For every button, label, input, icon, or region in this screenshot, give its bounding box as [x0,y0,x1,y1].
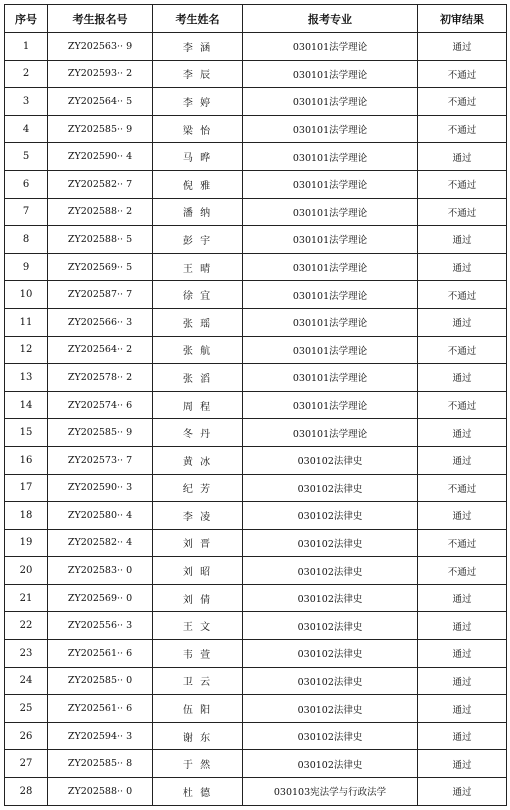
cell-candidate-name: 谢 东 [153,722,243,750]
cell-review-result: 不通过 [418,557,507,585]
cell-registration-number: ZY202556·· 3 [48,612,153,640]
cell-candidate-name: 黄 冰 [153,446,243,474]
table-row [5,474,507,502]
cell-index: 11 [5,308,48,336]
cell-index: 19 [5,529,48,557]
table-row [5,364,507,392]
cell-candidate-name: 张 瑶 [153,308,243,336]
cell-review-result: 通过 [418,226,507,254]
table-row [5,88,507,116]
cell-index: 2 [5,60,48,88]
cell-review-result: 通过 [418,308,507,336]
cell-major: 030102法律史 [243,612,418,640]
table-row [5,60,507,88]
header-candidate-name: 考生姓名 [153,5,243,33]
cell-index: 20 [5,557,48,585]
cell-index: 27 [5,750,48,778]
cell-candidate-name: 刘 晋 [153,529,243,557]
cell-review-result: 通过 [418,667,507,695]
cell-major: 030101法学理论 [243,253,418,281]
cell-index: 5 [5,143,48,171]
cell-candidate-name: 潘 纳 [153,198,243,226]
cell-candidate-name: 伍 阳 [153,695,243,723]
table-row [5,584,507,612]
cell-review-result: 不通过 [418,529,507,557]
cell-candidate-name: 徐 宜 [153,281,243,309]
cell-review-result: 通过 [418,253,507,281]
cell-candidate-name: 卫 云 [153,667,243,695]
cell-registration-number: ZY202594·· 3 [48,722,153,750]
cell-registration-number: ZY202580·· 4 [48,502,153,530]
cell-review-result: 通过 [418,143,507,171]
cell-index: 3 [5,88,48,116]
table-row [5,115,507,143]
cell-review-result: 不通过 [418,391,507,419]
cell-registration-number: ZY202590·· 3 [48,474,153,502]
table-row [5,391,507,419]
header-registration-number: 考生报名号 [48,5,153,33]
cell-major: 030101法学理论 [243,60,418,88]
cell-registration-number: ZY202561·· 6 [48,640,153,668]
cell-major: 030103宪法学与行政法学 [243,778,418,806]
cell-registration-number: ZY202564·· 2 [48,336,153,364]
cell-review-result: 不通过 [418,60,507,88]
cell-index: 10 [5,281,48,309]
table-row [5,170,507,198]
cell-index: 4 [5,115,48,143]
table-row [5,722,507,750]
cell-registration-number: ZY202564·· 5 [48,88,153,116]
cell-major: 030101法学理论 [243,281,418,309]
cell-registration-number: ZY202583·· 0 [48,557,153,585]
cell-index: 13 [5,364,48,392]
cell-registration-number: ZY202569·· 5 [48,253,153,281]
cell-index: 25 [5,695,48,723]
cell-major: 030102法律史 [243,695,418,723]
cell-candidate-name: 冬 丹 [153,419,243,447]
cell-index: 7 [5,198,48,226]
cell-index: 6 [5,170,48,198]
table-row [5,281,507,309]
cell-index: 21 [5,584,48,612]
cell-candidate-name: 李 涵 [153,33,243,61]
cell-candidate-name: 李 辰 [153,60,243,88]
cell-review-result: 不通过 [418,198,507,226]
cell-registration-number: ZY202588·· 0 [48,778,153,806]
cell-index: 18 [5,502,48,530]
table-row [5,253,507,281]
table-row [5,529,507,557]
table-row [5,557,507,585]
results-sheet [4,4,507,806]
table-row [5,336,507,364]
table-row [5,226,507,254]
cell-review-result: 通过 [418,584,507,612]
cell-candidate-name: 李 凌 [153,502,243,530]
cell-major: 030101法学理论 [243,88,418,116]
cell-index: 16 [5,446,48,474]
cell-registration-number: ZY202569·· 0 [48,584,153,612]
header-row [5,5,507,33]
cell-index: 24 [5,667,48,695]
table-body [5,33,507,806]
cell-major: 030101法学理论 [243,308,418,336]
cell-review-result: 不通过 [418,115,507,143]
cell-registration-number: ZY202590·· 4 [48,143,153,171]
cell-major: 030102法律史 [243,474,418,502]
cell-index: 9 [5,253,48,281]
cell-major: 030101法学理论 [243,198,418,226]
cell-index: 28 [5,778,48,806]
cell-major: 030102法律史 [243,446,418,474]
cell-review-result: 通过 [418,750,507,778]
cell-registration-number: ZY202561·· 6 [48,695,153,723]
cell-candidate-name: 周 程 [153,391,243,419]
cell-index: 12 [5,336,48,364]
table-row [5,778,507,806]
cell-review-result: 通过 [418,612,507,640]
cell-review-result: 通过 [418,446,507,474]
cell-review-result: 通过 [418,33,507,61]
cell-index: 15 [5,419,48,447]
cell-candidate-name: 韦 萱 [153,640,243,668]
table-row [5,308,507,336]
cell-registration-number: ZY202585·· 9 [48,419,153,447]
cell-registration-number: ZY202563·· 9 [48,33,153,61]
cell-candidate-name: 倪 雅 [153,170,243,198]
cell-review-result: 不通过 [418,170,507,198]
cell-candidate-name: 张 航 [153,336,243,364]
cell-major: 030101法学理论 [243,364,418,392]
cell-major: 030101法学理论 [243,115,418,143]
cell-review-result: 不通过 [418,281,507,309]
cell-major: 030102法律史 [243,640,418,668]
cell-registration-number: ZY202582·· 4 [48,529,153,557]
cell-registration-number: ZY202573·· 7 [48,446,153,474]
table-row [5,667,507,695]
cell-index: 17 [5,474,48,502]
cell-registration-number: ZY202588·· 2 [48,198,153,226]
cell-candidate-name: 马 晔 [153,143,243,171]
cell-review-result: 通过 [418,419,507,447]
cell-major: 030101法学理论 [243,226,418,254]
table-row [5,198,507,226]
cell-major: 030102法律史 [243,584,418,612]
cell-major: 030102法律史 [243,667,418,695]
cell-review-result: 通过 [418,778,507,806]
cell-index: 14 [5,391,48,419]
cell-candidate-name: 于 然 [153,750,243,778]
cell-candidate-name: 刘 倩 [153,584,243,612]
cell-major: 030101法学理论 [243,391,418,419]
cell-review-result: 不通过 [418,474,507,502]
cell-candidate-name: 王 晴 [153,253,243,281]
cell-major: 030101法学理论 [243,143,418,171]
table-row [5,750,507,778]
cell-candidate-name: 彭 宇 [153,226,243,254]
table-row [5,446,507,474]
cell-registration-number: ZY202587·· 7 [48,281,153,309]
cell-candidate-name: 刘 昭 [153,557,243,585]
cell-major: 030102法律史 [243,557,418,585]
table-row [5,419,507,447]
cell-candidate-name: 李 婷 [153,88,243,116]
header-index: 序号 [5,5,48,33]
cell-registration-number: ZY202588·· 5 [48,226,153,254]
table-row [5,612,507,640]
cell-major: 030102法律史 [243,750,418,778]
header-review-result: 初审结果 [418,5,507,33]
table-row [5,143,507,171]
cell-review-result: 不通过 [418,88,507,116]
cell-major: 030101法学理论 [243,170,418,198]
cell-index: 23 [5,640,48,668]
cell-index: 26 [5,722,48,750]
cell-registration-number: ZY202585·· 8 [48,750,153,778]
cell-candidate-name: 杜 德 [153,778,243,806]
cell-candidate-name: 纪 芳 [153,474,243,502]
cell-candidate-name: 张 滔 [153,364,243,392]
cell-index: 1 [5,33,48,61]
cell-review-result: 不通过 [418,336,507,364]
cell-registration-number: ZY202582·· 7 [48,170,153,198]
cell-registration-number: ZY202566·· 3 [48,308,153,336]
cell-major: 030102法律史 [243,722,418,750]
header-major: 报考专业 [243,5,418,33]
cell-index: 8 [5,226,48,254]
table-row [5,695,507,723]
table-row [5,502,507,530]
cell-registration-number: ZY202578·· 2 [48,364,153,392]
cell-major: 030101法学理论 [243,419,418,447]
cell-review-result: 通过 [418,722,507,750]
cell-major: 030102法律史 [243,502,418,530]
cell-review-result: 通过 [418,695,507,723]
cell-registration-number: ZY202585·· 9 [48,115,153,143]
cell-review-result: 通过 [418,640,507,668]
cell-candidate-name: 王 文 [153,612,243,640]
cell-registration-number: ZY202574·· 6 [48,391,153,419]
results-table [4,4,507,806]
cell-review-result: 通过 [418,364,507,392]
cell-major: 030101法学理论 [243,336,418,364]
cell-review-result: 通过 [418,502,507,530]
cell-registration-number: ZY202593·· 2 [48,60,153,88]
table-row [5,33,507,61]
cell-index: 22 [5,612,48,640]
cell-major: 030101法学理论 [243,33,418,61]
table-row [5,640,507,668]
cell-major: 030102法律史 [243,529,418,557]
cell-registration-number: ZY202585·· 0 [48,667,153,695]
cell-candidate-name: 梁 怡 [153,115,243,143]
